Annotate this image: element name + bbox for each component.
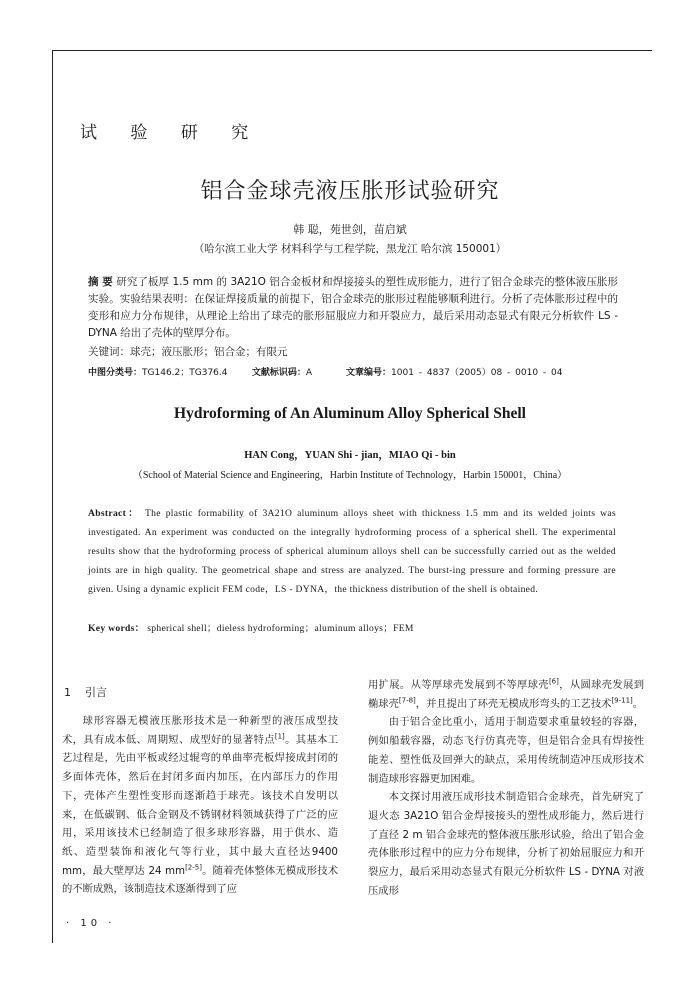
english-keywords-text: spherical shell；dieless hydroforming；aluminum alloys；FEM [147,623,414,634]
english-abstract-text: The plastic formability of 3A21O aluminum alloys sheet with thickness 1.5 mm and its welded joints was investigated. An experiment was conducted on the integrally hydroforming process of a spherical shell. The experimental results show that the hydroforming process of spherical aluminum alloys shell can be successfully carried out as the welded joints are in high quality. The geometrical shape and stress are analyzed. The burst-ing pressure and forming pressure are given. Using a dynamic explicit FEM code，LS - DYNA，the thickness distribution of the shell is obtained. [88,508,616,595]
chinese-title: 铝合金球壳液压胀形试验研究 [200,179,500,204]
english-authors: HAN Cong，YUAN Shi - jian，MIAO Qi - bin [244,450,456,461]
english-keywords [88,620,616,634]
chinese-affiliation: （哈尔滨工业大学 材料科学与工程学院，黑龙江 哈尔滨 150001） [193,243,507,255]
intro-paragraph-1-cont: 用扩展。从等厚球壳发展到不等厚球壳[6]，从圆球壳发展到椭球壳[7-8]，并且提出了环壳无模成形弯头的工艺技术[9-11]。 [368,677,645,710]
left-column [62,712,338,899]
top-rule [52,50,652,51]
right-column [368,676,644,900]
class-label: 中图分类号： [88,368,143,378]
chinese-abstract-text: 研究了板厚 1.5 mm 的 3A21O 铝合金板材和焊接接头的塑性成形能力，进行了铝合金球壳的整体液压胀形实验。实验结果表明：在保证焊接质量的前提下，铝合金球壳的胀形过程能够顺利进行。分析了壳体胀形过程中的变形和应力分布规律，从理论上给出了球壳的胀形屈服应力和开裂应力，最后采用动态显式有限元分析软件 LS - DYNA 给出了壳体的壁厚分布。 [88,276,618,339]
intro-paragraph-3: 本文探讨用液压成形技术制造铝合金球壳，首先研究了退火态 3A21O 铝合金焊接接头的塑性成形能力，然后进行了直径 2 m 铝合金球壳的整体液压胀形试验，给出了铝合金壳体胀形过程中的应力分布规律，分析了初始屈服应力和开裂应力，最后采用动态显式有限元分析软件 LS - DYNA 对液压成形 [368,791,644,897]
chinese-keywords-label: 关键词： [88,346,130,358]
english-abstract-label: Abstract： [88,508,141,519]
english-affiliation: （School of Material Science and Engineering，Harbin Institute of Technology，Harbin 150001，China） [132,470,568,481]
intro-title: 引言 [85,686,107,699]
chinese-abstract-label: 摘 要 [88,276,113,288]
english-title: Hydroforming of An Aluminum Alloy Spherical Shell [174,405,526,422]
chinese-abstract [88,274,618,342]
chinese-authors: 韩 聪，苑世剑，苗启斌 [293,223,407,236]
article-number-label: 文章编号： [346,368,392,378]
doc-code-value: A [305,368,312,378]
article-number-value: 1001 - 4837（2005）08 - 0010 - 04 [391,368,563,378]
chinese-keywords-text: 球壳；液压胀形；铝合金；有限元 [130,346,288,358]
class-value: TG146.2；TG376.4 [142,368,228,378]
classification-line [88,365,618,378]
english-abstract [88,504,616,599]
chinese-keywords [88,344,618,359]
doc-code-label: 文献标识码： [251,368,306,378]
english-keywords-label: Key words： [88,623,145,634]
intro-number: 1 [64,686,71,699]
intro-heading [64,684,107,700]
page-number: · 10 · [66,918,116,929]
intro-paragraph-1: 球形容器无模液压胀形技术是一种新型的液压成型技术，具有成本低、周期短、成型好的显著特点[1]。其基本工艺过程是，先由平板或经过辊弯的单曲率壳板焊接成封闭的多面体壳体，然后在封闭多面内加压，在内部压力的作用下，壳体产生塑性变形而逐渐趋于球壳。该技术自发明以来，在低碳钢、低合金钢及不锈钢材料领域获得了广泛的应用，采用该技术已经制造了很多球形容器，用于供水、造纸、造型装饰和液化气等行业，其中最大直径达9400 mm，最大壁厚达 24 mm[2-5]。随着壳体整体无模成形技术的不断成熟，该制造技术逐渐得到了应 [62,715,339,896]
intro-paragraph-2: 由于铝合金比重小，适用于制造要求重量较轻的容器，例如船载容器，动态飞行仿真壳等，但是铝合金具有焊接性能差、塑性低及回弹大的缺点，采用传统制造冲压成形技术制造球形容器更加困难。 [368,716,644,785]
section-heading: 试 验 研 究 [80,123,263,143]
